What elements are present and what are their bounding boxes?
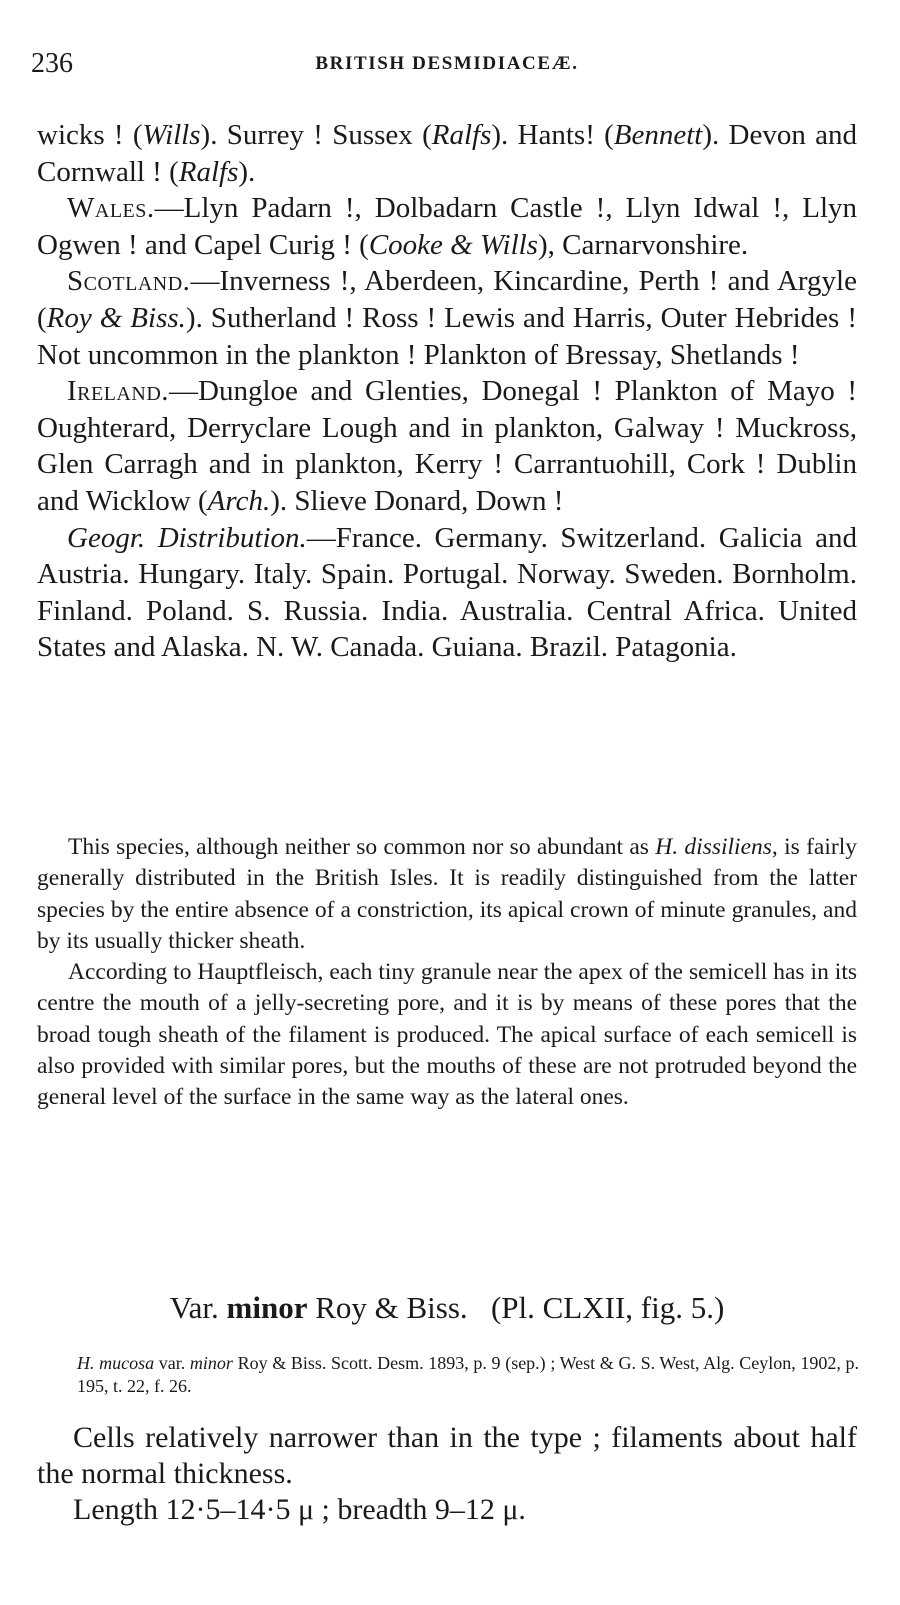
measurements: Length 12·5–14·5 μ ; breadth 9–12 μ. — [73, 1493, 526, 1526]
text-run: , is fairly generally distributed in the British Isles. It is readily distinguished from the latter species by the entire absence of a constriction, its apical crown of minute granules, and by its usually thicker sheath. — [37, 834, 857, 954]
species-name: H. dissiliens — [655, 834, 772, 860]
citation: Arch. — [207, 484, 271, 517]
text-run: ). Surrey ! Sussex ( — [200, 119, 432, 151]
plate-reference: (Pl. CLXII, fig. 5.) — [490, 1290, 725, 1325]
variety-description — [37, 1420, 857, 1528]
geographic-distribution — [37, 520, 857, 666]
text-run: This species, although neither so common nor so abundant as — [68, 834, 656, 860]
scotland-records — [37, 263, 857, 373]
text-run: ), Carnarvonshire. — [537, 228, 749, 261]
citation: Ralfs — [178, 155, 239, 188]
text-run: ). Hants! ( — [491, 119, 614, 151]
text-run: ). Sutherland ! Ross ! Lewis and Harris, Outer Hebrides ! Not uncommon in the plankton ! Plankton of Bressay, Shetlands ! — [37, 301, 857, 371]
running-title: BRITISH DESMIDIACEÆ. — [315, 53, 579, 74]
variety-authors: Roy & Biss. — [307, 1290, 468, 1325]
page-number: 236 — [31, 48, 73, 79]
text-run: —Dungloe and Glenties, Donegal ! Plankton of Mayo ! Oughterard, Derryclare Lough and in plankton, Galway ! Muckross, Glen Carragh and in plankton, Kerry ! Carrantuohill, Cork ! Dublin and Wicklow ( — [37, 375, 857, 517]
citation: Bennett — [613, 119, 703, 151]
citation: Cooke & Wills — [368, 228, 538, 261]
variety-heading — [37, 1290, 857, 1326]
page-header — [31, 44, 857, 84]
citation: Roy & Biss. — [46, 301, 186, 334]
variety-name: minor — [226, 1290, 308, 1325]
text-run: —Inverness !, Aberdeen, Kincardine, Perth ! and Argyle ( — [37, 265, 857, 334]
text-run: ). — [238, 155, 256, 188]
text-run: wicks ! ( — [37, 119, 143, 151]
description-paragraph: Cells relatively narrower than in the type ; filaments about half the normal thickness. — [37, 1421, 857, 1490]
wales-records — [37, 190, 857, 263]
england-records — [37, 117, 857, 190]
synonymy — [77, 1352, 859, 1398]
species-name: H. mucosa — [77, 1353, 155, 1373]
text-run: Roy & Biss. Scott. Desm. 1893, p. 9 (sep.) ; West & G. S. West, Alg. Ceylon, 1902, p. 195, t. 22, f. 26. — [77, 1353, 860, 1396]
text-run: —France. Germany. Switzerland. Galicia and Austria. Hungary. Italy. Spain. Portugal. Norway. Sweden. Bornholm. Finland. Poland. S. Russia. India. Australia. Central Africa. United States and Alaska. N. W. Canada. Guiana. Brazil. Patagonia. — [37, 521, 857, 664]
note-paragraph — [37, 832, 857, 957]
text-run: Var. — [169, 1290, 227, 1325]
variety-name: minor — [189, 1353, 233, 1373]
ireland-records — [37, 373, 857, 519]
distribution-section — [37, 117, 857, 666]
citation: Wills — [142, 119, 201, 151]
text-run: ). Devon and Cornwall ! ( — [37, 119, 857, 188]
region-label: Wales. — [67, 192, 155, 225]
citation: Ralfs — [431, 119, 492, 151]
text-run: var. — [154, 1353, 190, 1373]
region-label: Ireland. — [67, 375, 170, 408]
note-paragraph: According to Hauptfleisch, each tiny granule near the apex of the semicell has in its centre the mouth of a jelly-secreting pore, and it is by means of these pores that the broad tough sheath of the filament is produced. The apical surface of each semicell is also provided with similar pores, but the mouths of these are not protruded beyond the general level of the surface in the same way as the lateral ones. — [37, 959, 857, 1111]
text-run: —Llyn Padarn !, Dolbadarn Castle !, Llyn Idwal !, Llyn Ogwen ! and Capel Curig ! ( — [37, 192, 857, 261]
notes-section — [37, 832, 857, 1114]
region-label: Scotland. — [67, 265, 191, 298]
text-run: ). Slieve Donard, Down ! — [270, 484, 564, 517]
section-label: Geogr. Distribution. — [67, 521, 307, 554]
